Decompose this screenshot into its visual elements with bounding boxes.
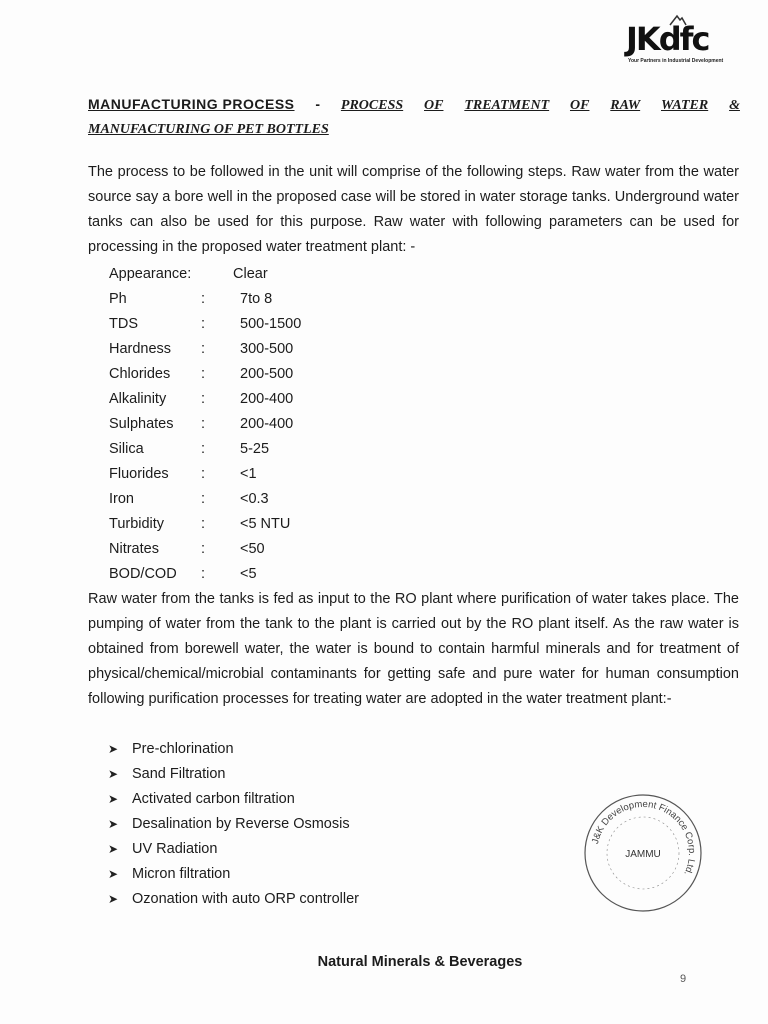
parameter-row [109,387,369,412]
logo-tagline: Your Partners in Industrial Development [628,58,724,64]
heading-dash: - [315,96,321,112]
parameter-row [109,537,369,562]
heading-line-1 [88,92,740,118]
parameter-row [109,487,369,512]
heading-word: WATER [661,98,709,113]
heading-line-2: MANUFACTURING OF PET BOTTLES [88,122,329,137]
parameter-row [109,437,369,462]
parameter-row [109,462,369,487]
parameter-value: 200-400 [240,416,294,432]
list-item [108,787,359,812]
list-item [108,887,359,912]
process-label: UV Radiation [132,841,218,857]
parameter-value: 7to 8 [240,291,273,307]
parameter-value: <5 NTU [240,516,291,532]
parameter-value: 300-500 [240,341,294,357]
parameter-colon: : [201,416,206,432]
company-seal [580,790,706,916]
parameter-colon: : [201,466,206,482]
parameter-name: Appearance: [109,266,192,282]
heading-main: MANUFACTURING PROCESS [88,96,295,112]
parameter-value: <1 [240,466,257,482]
process-label: Ozonation with auto ORP controller [132,891,360,907]
list-item [108,862,359,887]
list-item [108,812,359,837]
parameter-colon: : [201,341,206,357]
parameter-name: BOD/COD [109,566,177,582]
parameter-row [109,337,369,362]
parameter-name: Turbidity [109,516,165,532]
footer-title: Natural Minerals & Beverages [317,954,523,970]
parameter-name: Chlorides [109,366,171,382]
process-label: Desalination by Reverse Osmosis [132,816,350,832]
parameter-row [109,362,369,387]
process-label: Sand Filtration [132,766,226,782]
arrow-bullet-icon: ➤ [108,767,119,781]
parameter-name: Silica [109,441,144,457]
parameter-row [109,262,369,287]
page-number: 9 [680,973,687,985]
parameter-name: Sulphates [109,416,174,432]
heading-word: PROCESS [340,98,404,113]
arrow-bullet-icon: ➤ [108,892,119,906]
seal-center-text: JAMMU [625,849,661,860]
intro-paragraph: The process to be followed in the unit will comprise of the following steps. Raw water from the water source say a bore well in the proposed case will be stored in water storage tanks. Underground water tanks can also be used for this purpose. Raw water with following parameters can be used for processing in the proposed water treatment plant: - [88,164,739,255]
parameter-row [109,562,369,587]
parameter-value: Clear [233,266,268,282]
process-paragraph: Raw water from the tanks is fed as input to the RO plant where purification of water takes place. The pumping of water from the tank to the plant is carried out by the RO plant itself. As the raw water is obtained from borewell water, the water is bound to contain harmful minerals and for treatment of physical/chemical/microbial contaminants for getting safe and pure water for human consumption following purification processes for treating water are adopted in the water treatment plant:- [88,591,739,707]
list-item [108,762,359,787]
parameter-value: <0.3 [240,491,269,507]
parameter-colon: : [201,366,206,382]
process-label: Pre-chlorination [132,741,234,757]
parameter-name: Ph [109,291,127,307]
arrow-bullet-icon: ➤ [108,867,119,881]
parameter-value: 200-400 [240,391,294,407]
parameter-name: Alkalinity [109,391,167,407]
raw-water-parameters [109,262,369,587]
parameter-name: Nitrates [109,541,159,557]
process-label: Micron filtration [132,866,231,882]
company-logo [622,18,742,68]
parameter-name: Iron [109,491,134,507]
parameter-colon: : [201,441,206,457]
parameter-colon: : [201,316,206,332]
purification-process-list [108,737,359,912]
heading-word: TREATMENT [464,98,550,113]
parameter-value: 5-25 [240,441,270,457]
arrow-bullet-icon: ➤ [108,792,119,806]
logo-wordmark: JKdfc [626,20,709,58]
heading-word: & [729,98,740,113]
parameter-name: TDS [109,316,138,332]
list-item [108,737,359,762]
parameter-name: Fluorides [109,466,169,482]
parameter-row [109,412,369,437]
parameter-colon: : [201,491,206,507]
parameter-value: 500-1500 [240,316,302,332]
heading-word: OF [424,98,444,113]
arrow-bullet-icon: ➤ [108,842,119,856]
parameter-colon: : [201,541,206,557]
heading-word: RAW [610,98,641,113]
parameter-colon: : [201,566,206,582]
arrow-bullet-icon: ➤ [108,817,119,831]
parameter-value: <5 [240,566,257,582]
heading-word: OF [569,98,590,113]
parameter-row [109,312,369,337]
parameter-name: Hardness [109,341,172,357]
list-item [108,837,359,862]
process-label: Activated carbon filtration [132,791,295,807]
parameter-colon: : [201,516,206,532]
parameter-value: 200-500 [240,366,294,382]
parameter-value: <50 [240,541,265,557]
section-heading [88,92,740,142]
parameter-colon: : [201,391,206,407]
parameter-colon: : [201,291,206,307]
parameter-row [109,512,369,537]
seal-ring-text: J&K Development Finance Corp. Ltd. [589,798,698,878]
parameter-row [109,287,369,312]
arrow-bullet-icon: ➤ [108,742,119,756]
